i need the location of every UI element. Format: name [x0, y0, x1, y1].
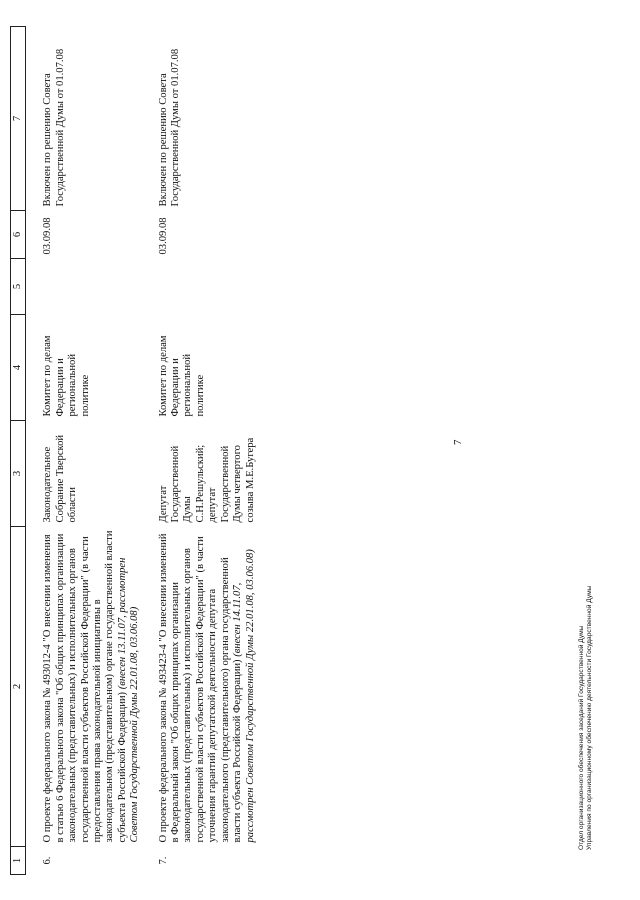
column-number: 6: [11, 211, 26, 259]
footer-line: Управления по организационному обеспечению деятельности Государственной Думы: [586, 585, 593, 850]
decision: Включен по решению Совета Государственной Думы от 01.07.08: [42, 48, 66, 207]
committee: Комитет по делам Федерации и региональной политике: [157, 335, 206, 417]
column-number: 2: [11, 527, 26, 847]
decision: Включен по решению Совета Государственной Думы от 01.07.08: [157, 48, 182, 207]
committee: Комитет по делам Федерации и региональной политике: [42, 335, 91, 417]
bill-note: (внесен 14.11.07, рассмотрен Советом Государственной Думы 22.01.08, 03.06.08): [232, 549, 256, 843]
column-number: 1: [11, 847, 26, 875]
bill-note: (внесен 13.11.07, рассмотрен Советом Государственной Думы 22.01.08, 03.06.08): [116, 557, 141, 843]
column-number: 3: [11, 421, 26, 527]
row-number: 7.: [157, 856, 169, 865]
column-number: 4: [11, 315, 26, 421]
table-row: [40, 27, 141, 875]
footer: [578, 586, 594, 850]
review-date: 03.09.08: [157, 217, 169, 255]
review-date: 03.09.08: [42, 217, 54, 255]
column-number: 5: [11, 259, 26, 315]
bill-title: О проекте федерального закона № 493423-4 "О внесении изменений в Федеральный закон "Об общих принципах организации законодательных (представительных) и исполнительных органов государственной власти субъектов Российской Федерации" (в части уточнения гарантий депутатской деятельности депутата законодательного (представительного) органа государственной власти субъекта Российской Федерации): [157, 533, 244, 843]
page-number: 7: [452, 439, 464, 445]
bill-description: [40, 527, 141, 847]
column-5-value: [40, 259, 141, 315]
bill-title: О проекте федерального закона № 493012-4 "О внесении изменения в статью 6 Федерального закона "Об общих принципах организации законодательных (представительных) и исполнительных органов государственной власти субъектов Российской Федерации" (в части предоставления права законодательной инициативы в законодательном (представительном) органе государственной власти субъекта Российской Федерации): [42, 530, 128, 843]
bill-description: [156, 527, 257, 847]
row-number: 6.: [42, 856, 54, 865]
column-number: 7: [11, 27, 26, 211]
footer-line: Отдел организационного обеспечения заседаний Государственной Думы: [578, 625, 585, 850]
initiator: Депутат Государственной Думы С.Н.Решульский; депутат Государственной Думы четвертого созыва М.Е.Бугера: [157, 437, 256, 523]
initiator: Законодательное Собрание Тверской области: [42, 434, 79, 523]
column-5-value: [156, 259, 257, 315]
rotated-page: [0, 10, 620, 890]
table-row: [156, 27, 257, 875]
agenda-table: [10, 26, 257, 875]
column-number-row: [11, 27, 26, 875]
